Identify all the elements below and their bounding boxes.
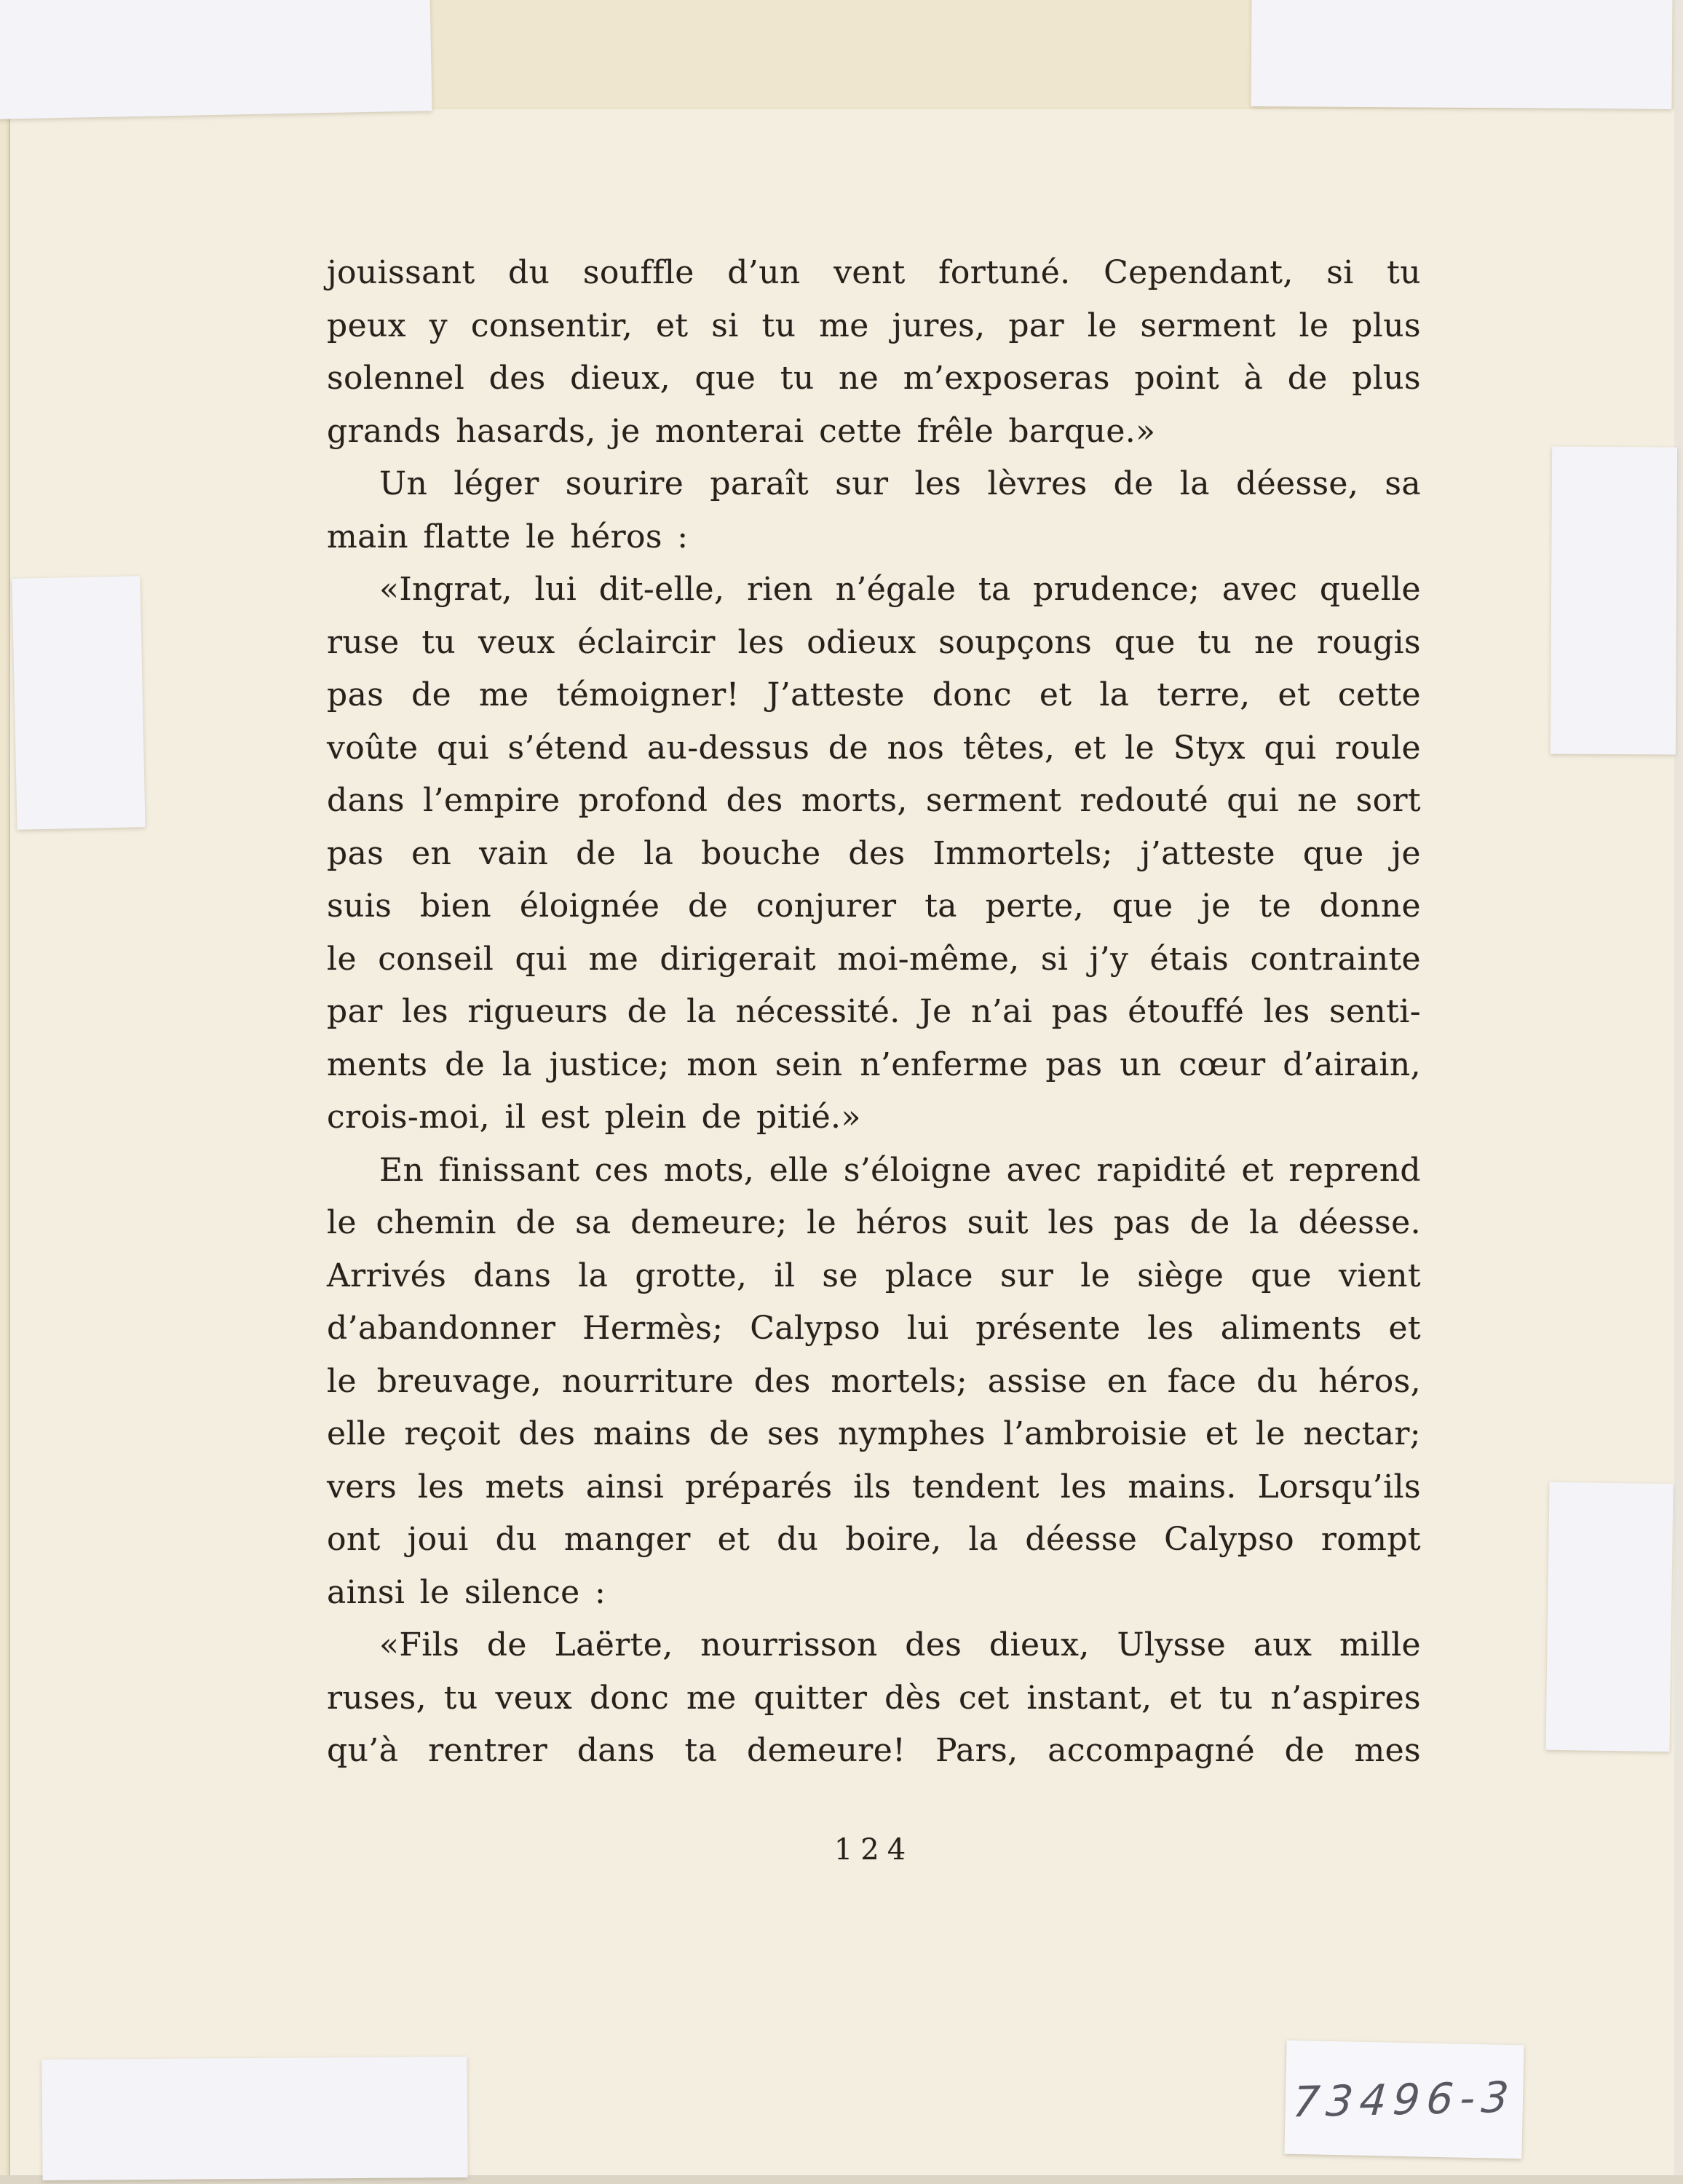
text-line: crois-moi, il est plein de pitié.» [327,1099,861,1136]
text-line: le breuvage, nourriture des mortels; assise en face du héros, [327,1362,1421,1400]
tape-tab-left-middle [12,576,145,830]
text-line: grands hasards, je monterai cette frêle barque.» [327,412,1156,450]
text-line: pas de me témoigner! J’atteste donc et la terre, et cette [327,676,1421,713]
tape-tab-right-lower [1545,1482,1673,1752]
mat-right-edge [1674,0,1683,2184]
text-line: En finissant ces mots, elle s’éloigne avec rapidité et reprend [379,1151,1421,1189]
text-line: le chemin de sa demeure; le héros suit les pas de la déesse. [327,1204,1421,1241]
text-line: ruses, tu veux donc me quitter dès cet instant, et tu n’aspires [327,1679,1421,1717]
text-line: elle reçoit des mains de ses nymphes l’ambroisie et le nectar; [327,1415,1421,1452]
text-line: main flatte le héros : [327,518,689,555]
text-line: qu’à rentrer dans ta demeure! Pars, accompagné de mes [327,1732,1421,1769]
text-line: voûte qui s’étend au-dessus de nos têtes, et le Styx qui roule [327,729,1421,767]
text-line: «Ingrat, lui dit-elle, rien n’égale ta prudence; avec quelle [379,571,1421,608]
text-line: suis bien éloignée de conjurer ta perte, que je te donne [327,887,1421,925]
text-line: pas en vain de la bouche des Immortels; j’atteste que je [327,834,1421,872]
book-page [9,109,1677,2177]
text-block [327,247,1421,1778]
text-line: ments de la justice; mon sein n’enferme pas un cœur d’airain, [327,1045,1421,1083]
text-line: Un léger sourire paraît sur les lèvres de la déesse, sa [379,465,1421,502]
tape-tab-right-upper [1551,447,1677,755]
text-line: solennel des dieux, que tu ne m’exposeras point à de plus [327,360,1421,397]
text-line: jouissant du souffle d’un vent fortuné. Cependant, si tu [327,254,1421,291]
text-line: par les rigueurs de la nécessité. Je n’ai pas étouffé les senti- [327,993,1421,1030]
page-number: 124 [833,1833,914,1867]
text-line: ainsi le silence : [327,1573,606,1611]
inventory-sticker [1284,2041,1524,2159]
text-line: vers les mets ainsi préparés ils tendent les mains. Lorsqu’ils [327,1468,1421,1506]
inventory-number-handwritten: 73496-3 [1291,2072,1518,2127]
text-line: Arrivés dans la grotte, il se place sur le siège que vient [327,1257,1421,1294]
text-line: peux y consentir, et si tu me jures, par le serment le plus [327,306,1421,344]
tape-tab-bottom-left [41,2057,467,2180]
text-line: ont joui du manger et du boire, la déesse Calypso rompt [327,1521,1421,1558]
text-line: dans l’empire profond des morts, serment redouté qui ne sort [327,782,1421,819]
text-line: d’abandonner Hermès; Calypso lui présente les aliments et [327,1310,1421,1347]
tape-tab-top-left [0,0,432,119]
tape-tab-top-right [1251,0,1672,109]
text-line: ruse tu veux éclaircir les odieux soupçons que tu ne rougis [327,623,1421,661]
text-line: le conseil qui me dirigerait moi-même, si j’y étais contrainte [327,940,1421,978]
text-line: «Fils de Laërte, nourrisson des dieux, Ulysse aux mille [379,1626,1421,1663]
